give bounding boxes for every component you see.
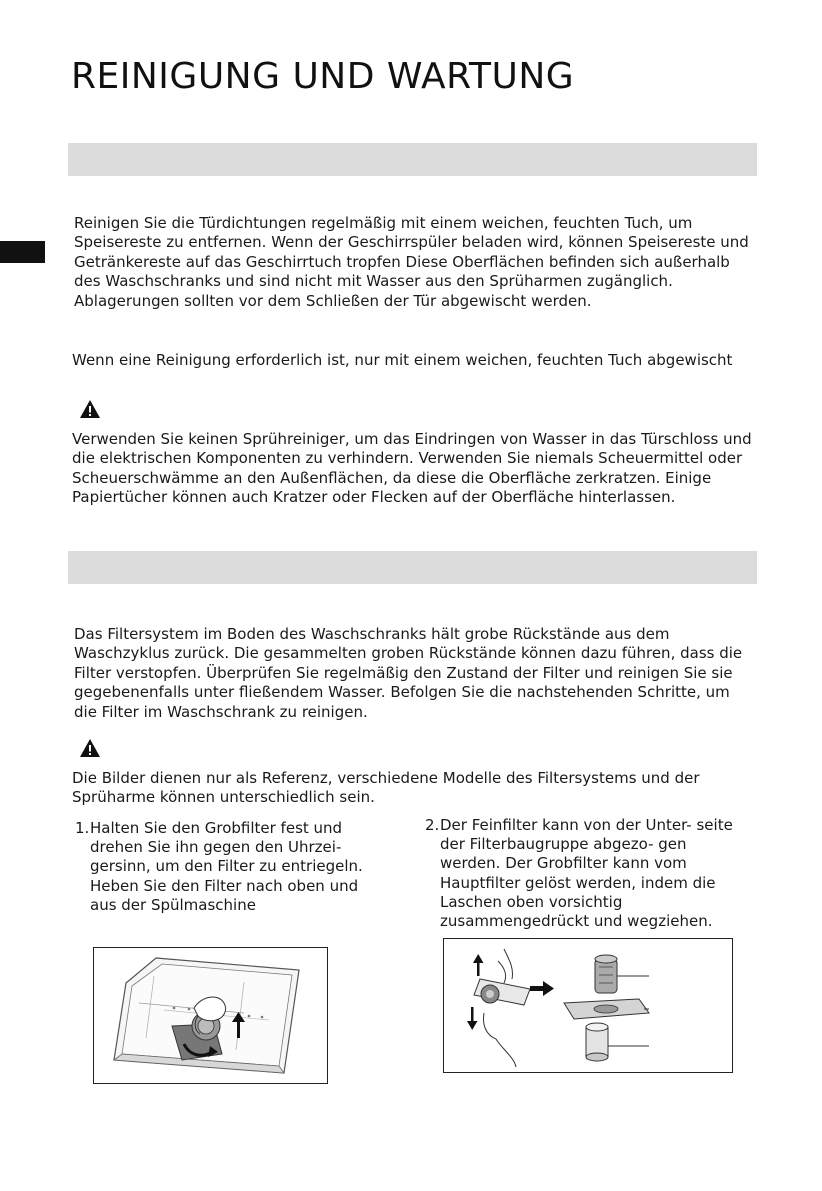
door-warning-text: Verwenden Sie keinen Sprühreiniger, um das Eindringen von Wasser in das Türschloss und die elektrischen Komponenten zu verhindern. Verwenden Sie niemals Scheuermittel oder Scheuerschwämme an den Außenflächen, da diese die Oberfläche zerkratzen. Einige Papiertücher können auch Kratzer oder Flecken auf der Oberfläche hinterlassen. [72,430,752,507]
step-text: Halten Sie den Grobfilter fest und drehen Sie ihn gegen den Uhrzei- gersinn, um den Filter zu entriegeln. Heben Sie den Filter nach oben und aus der Spülmaschine [90,819,363,914]
filter-warning-text: Die Bilder dienen nur als Referenz, verschiedene Modelle des Filtersystems und der Sprüharme können unterschiedlich sein. [72,769,700,807]
door-wipe-paragraph: Wenn eine Reinigung erforderlich ist, nur mit einem weichen, feuchten Tuch abgewischt [72,351,733,369]
warning-icon [79,399,101,419]
figure-filter-removal [93,947,328,1084]
filter-system-paragraph: Das Filtersystem im Boden des Waschschranks hält grobe Rückstände aus dem Waschzyklus zurück. Die gesammelten groben Rückstände können dazu führen, dass die Filter verstopfen. Überprüfen Sie regelmäßig den Zustand der Filter und reinigen Sie sie gegebenenfalls unter fließendem Wasser. Befolgen Sie die nachstehenden Schritte, um die Filter im Waschschrank zu reinigen. [74,625,743,721]
warning-icon [79,738,101,758]
figure-filter-parts [443,938,733,1073]
section-header-bar [68,143,757,176]
step-number: 2. [425,816,440,834]
dishwasher-tub-illustration [94,948,327,1083]
door-cleaning-paragraph: Reinigen Sie die Türdichtungen regelmäßig mit einem weichen, feuchten Tuch, um Speisereste zu entfernen. Wenn der Geschirrspüler beladen wird, können Speisereste und Getränkereste auf das Geschirrtuch tropfen Diese Oberflächen befinden sich außerhalb des Waschschranks und sind nicht mit Wasser aus den Sprüharmen zugänglich. Ablagerungen sollten vor dem Schließen der Tür abgewischt werden. [74,214,749,310]
chapter-tab-marker [0,241,45,263]
step-1 [75,819,365,915]
step-2 [425,816,745,931]
step-text: Der Feinfilter kann von der Unter- seite der Filterbaugruppe abgezo- gen werden. Der Grobfilter kann vom Hauptfilter gelöst werden, indem die Laschen oben vorsichtig zusammengedrückt und wegziehen. [440,816,733,931]
step-number: 1. [75,819,90,837]
section-header-bar [68,551,757,584]
page-title: REINIGUNG UND WARTUNG [71,56,575,97]
filter-parts-illustration [444,939,732,1072]
